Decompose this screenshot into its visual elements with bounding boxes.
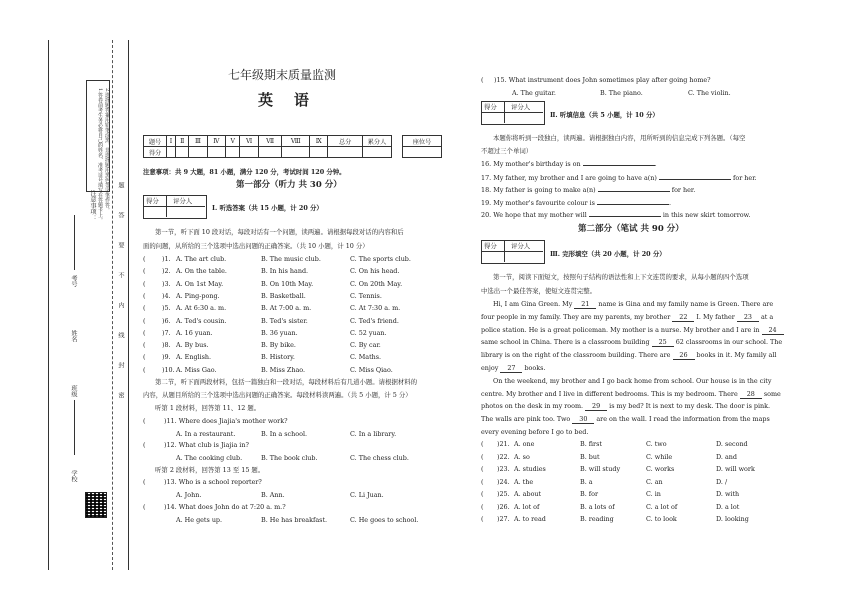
question-number: )10. <box>162 365 175 374</box>
option-a: A. 16 yuan. <box>176 328 213 337</box>
fill-q18-blank[interactable] <box>598 191 670 192</box>
option-a: A. one <box>514 440 535 448</box>
fill-q20-text: 20. We hope that my mother will <box>481 211 587 219</box>
option-a: A. At 6:30 a. m. <box>176 304 227 313</box>
score-input[interactable] <box>259 147 282 158</box>
q13-stem: )13. Who is a school reporter? <box>164 478 262 486</box>
answer-paren[interactable]: ( <box>143 316 146 325</box>
sidebar-notice-1: 1.答卷前考生务必将自己的姓名、准考证号填写在答题卡上。 <box>97 88 103 223</box>
question-number: )25. <box>497 490 510 498</box>
section1-title: Ⅰ. 听选答案（共 15 小题，计 20 分） <box>212 204 323 212</box>
score-col-9: Ⅸ <box>310 136 328 147</box>
seat-table <box>402 135 442 158</box>
q11-option-b: B. In a school. <box>261 430 308 438</box>
passage-line <box>481 351 776 360</box>
passage-line <box>481 390 781 399</box>
option-b: B. will study <box>580 465 621 473</box>
option-c: C. while <box>646 452 673 461</box>
option-b: B. Miss Zhao. <box>261 365 306 374</box>
option-d: D. and <box>716 452 737 461</box>
passage-text: at a <box>760 312 774 321</box>
fold-char-1: 题 <box>117 182 124 189</box>
passage-text: The walls are pink too. Two <box>481 415 571 424</box>
fill-q18 <box>481 186 695 194</box>
option-b: B. In his hand. <box>261 267 309 276</box>
option-c: C. 52 yuan. <box>350 328 387 337</box>
section3-instr-2: 中选出一个最佳答案，使短文连贯完整。 <box>481 287 597 295</box>
section2-instr-1: 第二节，听下面两段材料，包括一篇独白和一段对话，每段材料后有几道小题。请根据材料的 <box>155 378 418 386</box>
option-d: D. looking <box>716 515 749 523</box>
passage-text: 62 classrooms in our school. The <box>675 338 783 347</box>
score-input[interactable] <box>167 147 176 158</box>
question-number: )1. <box>162 255 171 263</box>
option-b: B. On 10th May. <box>261 279 314 288</box>
passage-line <box>493 377 771 385</box>
material1-label: 听第 1 段材料，回答第 11、12 题。 <box>155 404 261 412</box>
answer-paren[interactable]: ( <box>481 502 484 511</box>
option-c: C. Ted's friend. <box>350 316 399 325</box>
fold-char-7: 封 <box>117 362 124 369</box>
cloze-blank[interactable]: 25 <box>652 338 674 347</box>
score-col-3: Ⅲ <box>189 136 207 147</box>
fill-q17-blank[interactable] <box>659 179 731 180</box>
cloze-blank[interactable]: 23 <box>737 313 759 322</box>
cloze-blank[interactable]: 21 <box>574 300 596 309</box>
passage-text: photos on the desk in my room. <box>481 402 584 411</box>
question-number: )7. <box>162 328 171 337</box>
section1-instr-1: 第一节，听下面 10 段对话，每段对话有一个问题，读两遍。请根据每段对话的内容和后 <box>155 228 404 236</box>
question-number: )5. <box>162 304 171 313</box>
passage-text: police station. He is a great policeman. My mother is a nurse. My brother and I are in <box>481 325 760 334</box>
option-c: C. At 7:30 a. m. <box>350 304 401 313</box>
fill-q20-blank[interactable] <box>589 216 661 217</box>
option-a: A. English. <box>176 353 212 362</box>
score-col-5: Ⅴ <box>226 136 240 147</box>
score-input[interactable] <box>189 147 207 158</box>
option-c: C. By car. <box>350 341 381 350</box>
passage-text: On the weekend, my brother and I go back home from school. Our house is in the city <box>493 376 772 385</box>
option-b: B. a <box>580 477 593 486</box>
score-cell-label: 题号 <box>144 136 167 147</box>
grader-name-label: 评分人 <box>173 197 193 205</box>
score-col-4: Ⅳ <box>207 136 226 147</box>
passage-line <box>481 338 782 347</box>
answer-paren[interactable]: ( <box>143 267 146 276</box>
class-line[interactable] <box>74 400 75 455</box>
sidebar-notice-2: 2.选择题答案用铅笔涂黑，非选择题用黑色签字笔作答。 <box>104 88 110 213</box>
section2-instr-2: 内容，从题目所给的三个选项中选出问题的正确答案。每段材料读两遍。（共 5 小题，计 5 分） <box>143 391 412 399</box>
passage-text: Hi, I am Gina Green. My <box>493 300 573 308</box>
grader-box-1-divider <box>143 206 205 207</box>
option-c: C. an <box>646 477 663 486</box>
section1-instr-2: 面的问题，从所给的三个选项中选出问题的正确答案。（共 10 小题，计 10 分） <box>143 242 369 250</box>
option-b: B. reading <box>580 515 614 523</box>
grader-box-2-divider <box>481 112 543 113</box>
question-number: )23. <box>497 465 510 473</box>
notice-line: 注意事项：共 9 大题，81 小题，满分 120 分，考试时间 120 分钟。 <box>143 168 346 176</box>
grader3-score-label: 得分 <box>484 242 497 250</box>
passage-line <box>481 428 588 436</box>
option-b: B. but <box>580 452 600 461</box>
q13-option-a: A. John. <box>176 491 202 499</box>
passage-text: library is on the right of the classroom building. There are <box>481 351 671 360</box>
seat-label: 座位号 <box>403 136 442 147</box>
option-d: D. second <box>716 440 748 448</box>
answer-paren[interactable]: ( <box>143 255 146 263</box>
answer-paren[interactable]: ( <box>143 341 146 350</box>
option-c: C. works <box>646 465 675 473</box>
option-c: C. The sports club. <box>350 255 411 263</box>
option-a: A. Ping-pong. <box>176 291 220 300</box>
passage-text: books in it. My family all <box>696 351 777 360</box>
option-a: A. Miss Gao. <box>176 365 217 374</box>
q12-paren[interactable]: ( <box>143 441 146 449</box>
q15-option-c: C. The violin. <box>688 89 731 97</box>
option-d: D. a lot <box>716 502 740 511</box>
answer-paren[interactable]: ( <box>143 279 146 288</box>
passage-text: enjoy <box>481 364 499 372</box>
fill-q17 <box>481 174 757 182</box>
option-a: A. On the table. <box>176 267 227 276</box>
option-a: A. about <box>514 490 542 498</box>
q12-option-c: C. The chess club. <box>350 454 409 462</box>
score-input[interactable] <box>310 147 328 158</box>
passage-line <box>481 364 545 373</box>
grader-box-2-vdivider <box>504 101 505 123</box>
q14-paren[interactable]: ( <box>143 503 146 511</box>
option-b: B. By bike. <box>261 341 296 350</box>
option-c: C. two <box>646 440 667 448</box>
option-d: D. will work <box>716 465 755 473</box>
question-number: )24. <box>497 477 510 486</box>
subject-title: 英 语 <box>258 91 309 109</box>
q12-stem: )12. What club is Jiajia in? <box>164 441 249 449</box>
cloze-blank[interactable]: 27 <box>500 364 522 373</box>
score-input[interactable] <box>282 147 310 158</box>
answer-paren[interactable]: ( <box>143 328 146 337</box>
question-number: )8. <box>162 341 171 350</box>
name-label: 姓名 <box>70 330 77 343</box>
answer-paren[interactable]: ( <box>143 304 146 313</box>
fill-q18-text: 18. My father is going to make a(n) <box>481 186 596 194</box>
q15-option-a: A. The guitar. <box>512 89 556 97</box>
q12-option-b: B. The book club. <box>261 454 318 462</box>
fill-q16-blank[interactable] <box>583 165 655 166</box>
question-number: )9. <box>162 353 171 362</box>
passage-text: some <box>763 389 781 398</box>
passage-text: same school in China. There is a classroom building <box>481 338 650 347</box>
score-input[interactable] <box>363 147 392 158</box>
q11-option-c: C. In a library. <box>350 430 397 438</box>
score-col-total: 总分 <box>328 136 363 147</box>
score-col-grader: 累分人 <box>363 136 392 147</box>
grader3-name-label: 评分人 <box>511 242 531 250</box>
fill-q16: 16. My mother's birthday is on . <box>481 160 657 168</box>
option-b: B. Basketball. <box>261 291 306 300</box>
option-d: D. / <box>716 477 728 486</box>
fold-char-3: 要 <box>117 242 124 249</box>
section2-fill-instr-2: 不超过三个单词） <box>481 147 533 155</box>
score-col-8: Ⅷ <box>282 136 310 147</box>
fill-q19: 19. My mother's favourite colour is . <box>481 199 672 207</box>
score-col-1: Ⅰ <box>167 136 176 147</box>
passage-text: books. <box>524 364 546 372</box>
option-a: A. so <box>514 452 530 461</box>
class-label: 班级 <box>70 385 77 398</box>
answer-paren[interactable]: ( <box>481 515 484 523</box>
score-table <box>143 135 392 158</box>
option-a: A. the <box>514 477 534 486</box>
part2-title: 第二部分（笔试 共 90 分） <box>578 224 684 234</box>
score-input[interactable] <box>226 147 240 158</box>
passage-line <box>493 300 773 309</box>
score-input[interactable] <box>328 147 363 158</box>
q13-option-c: C. Li Juan. <box>350 491 384 499</box>
q11-option-a: A. In a restaurant. <box>176 430 236 438</box>
passage-text: are on the wall. I read the information from the maps <box>596 415 770 424</box>
cloze-blank[interactable]: 24 <box>762 326 784 335</box>
score-input[interactable] <box>207 147 226 158</box>
option-b: B. At 7:00 a. m. <box>261 304 312 313</box>
option-a: A. to read <box>514 515 546 523</box>
passage-text: I. My father <box>696 312 735 321</box>
fold-char-8: 密 <box>117 392 124 399</box>
id-line[interactable] <box>74 215 75 270</box>
cloze-blank[interactable]: 29 <box>585 402 607 411</box>
id-label: 考号 <box>70 275 77 288</box>
passage-text: four people in my family. They are my parents, my brother <box>481 312 671 321</box>
option-a: A. Ted's cousin. <box>176 316 227 325</box>
section3-instr-1: 第一节，阅读下面短文，按照句子结构的语法性和上下文连贯的要求，从每小题的四个选项 <box>493 273 749 281</box>
passage-line <box>481 326 784 335</box>
fill-q16-text: 16. My mother's birthday is on <box>481 160 581 168</box>
q14-stem: )14. What does John do at 7:20 a. m.? <box>164 503 286 511</box>
fill-q20 <box>481 211 750 219</box>
passage-line <box>481 415 770 424</box>
fold-char-6: 线 <box>117 332 124 339</box>
grader2-name-label: 评分人 <box>511 103 531 111</box>
question-number: )3. <box>162 279 171 288</box>
score-row-label: 得分 <box>144 147 167 158</box>
q14-option-c: C. He goes to school. <box>350 516 419 524</box>
q11-stem: )11. Where does Jiajia's mother work? <box>164 417 288 425</box>
q12-option-a: A. The cooking club. <box>176 454 243 462</box>
answer-paren[interactable]: ( <box>481 465 484 473</box>
score-col-2: Ⅱ <box>175 136 189 147</box>
material2-label: 听第 2 段材料，回答第 13 至 15 题。 <box>155 466 265 474</box>
fold-char-4: 不 <box>117 272 124 279</box>
option-c: C. in <box>646 490 661 498</box>
section2-title: Ⅱ. 听填信息（共 5 小题，计 10 分） <box>550 111 659 119</box>
q13-option-b: B. Ann. <box>261 491 285 499</box>
option-d: D. with <box>716 490 740 498</box>
question-number: )27. <box>497 515 510 523</box>
passage-text: is my bed? It is next to my desk. The door is pink. <box>609 402 771 411</box>
seat-input[interactable] <box>403 147 442 158</box>
score-input[interactable] <box>240 147 259 158</box>
answer-paren[interactable]: ( <box>481 477 484 486</box>
fill-q18-tail: for her. <box>671 186 696 194</box>
exam-title: 七年级期末质量监测 <box>228 68 337 82</box>
cloze-blank[interactable]: 30 <box>572 415 594 424</box>
answer-paren[interactable]: ( <box>143 291 146 300</box>
question-number: )6. <box>162 316 171 325</box>
passage-text: centre. My brother and I live in different bedrooms. This is my bedroom. There <box>481 389 738 398</box>
answer-paren[interactable]: ( <box>481 452 484 461</box>
score-col-7: Ⅶ <box>259 136 282 147</box>
option-b: B. The music club. <box>261 255 321 263</box>
answer-paren[interactable]: ( <box>481 490 484 498</box>
cloze-blank[interactable]: 26 <box>673 351 695 360</box>
score-input[interactable] <box>175 147 189 158</box>
passage-text: every evening before I go to bed. <box>481 428 589 436</box>
fill-q17-text: 17. My father, my brother and I are going to have a(n) <box>481 174 657 182</box>
score-col-6: Ⅵ <box>240 136 259 147</box>
fill-q17-tail: for her. <box>733 174 757 182</box>
option-c: C. On his head. <box>350 267 400 276</box>
option-b: B. a lots of <box>580 502 615 511</box>
option-c: C. a lot of <box>646 502 678 511</box>
option-c: C. Tennis. <box>350 291 382 300</box>
section2-fill-instr-1: 本题你将听到一段独白，读两遍。请根据独白内容，用所听到的信息完成下列各题。（每空 <box>493 134 746 142</box>
fill-q19-text: 19. My mother's favourite colour is <box>481 199 595 207</box>
option-a: A. On 1st May. <box>176 279 224 288</box>
question-number: )21. <box>497 440 510 448</box>
option-b: B. History. <box>261 353 295 362</box>
grader-box-3-divider <box>481 251 543 252</box>
question-number: )22. <box>497 452 510 461</box>
q13-paren[interactable]: ( <box>143 478 146 486</box>
option-a: A. By bus. <box>176 341 209 350</box>
grader-box-1-vdivider <box>166 195 167 217</box>
option-c: C. Maths. <box>350 353 382 362</box>
grader-box-3-vdivider <box>504 240 505 262</box>
passage-text: name is Gina and my family name is Green. There are <box>598 300 774 308</box>
q11-paren[interactable]: ( <box>143 417 146 425</box>
school-label: 学校 <box>70 470 77 483</box>
option-b: B. first <box>580 440 602 448</box>
question-number: )2. <box>162 267 171 276</box>
answer-paren[interactable]: ( <box>481 440 484 448</box>
answer-paren[interactable]: ( <box>143 365 146 374</box>
passage-line <box>481 313 773 322</box>
question-number: )4. <box>162 291 171 300</box>
q15-paren[interactable]: ( <box>481 76 484 84</box>
option-b: B. 36 yuan. <box>261 328 298 337</box>
q15-stem: )15. What instrument does John sometimes play after going home? <box>494 76 711 84</box>
option-b: B. for <box>580 490 599 498</box>
fold-char-2: 答 <box>117 212 124 219</box>
answer-paren[interactable]: ( <box>143 353 146 362</box>
fill-q19-blank[interactable] <box>597 204 669 205</box>
option-a: A. The art club. <box>176 255 227 263</box>
fold-char-5: 内 <box>117 302 124 309</box>
q15-option-b: B. The piano. <box>600 89 643 97</box>
q14-option-a: A. He gets up. <box>176 516 223 524</box>
option-a: A. lot of <box>514 502 540 511</box>
question-number: )26. <box>497 502 510 511</box>
q14-option-b: B. He has breakfast. <box>261 516 328 524</box>
option-b: B. Ted's sister. <box>261 316 308 325</box>
option-c: C. Miss Qiao. <box>350 365 393 374</box>
option-c: C. On 20th May. <box>350 279 403 288</box>
option-a: A. studies <box>514 465 546 473</box>
section3-title: Ⅲ. 完形填空（共 20 小题，计 20 分） <box>550 250 666 258</box>
passage-line <box>481 402 770 411</box>
qr-code-icon <box>85 492 107 518</box>
cloze-blank[interactable]: 28 <box>740 390 762 399</box>
cloze-blank[interactable]: 22 <box>672 313 694 322</box>
part1-title: 第一部分（听力 共 30 分） <box>236 180 342 190</box>
sidebar-notice-title: 注意事项： <box>89 190 96 221</box>
fill-q20-tail: in this new skirt tomorrow. <box>662 211 751 219</box>
option-c: C. to look <box>646 515 677 523</box>
grader-score-label: 得分 <box>146 197 159 205</box>
grader2-score-label: 得分 <box>484 103 497 111</box>
